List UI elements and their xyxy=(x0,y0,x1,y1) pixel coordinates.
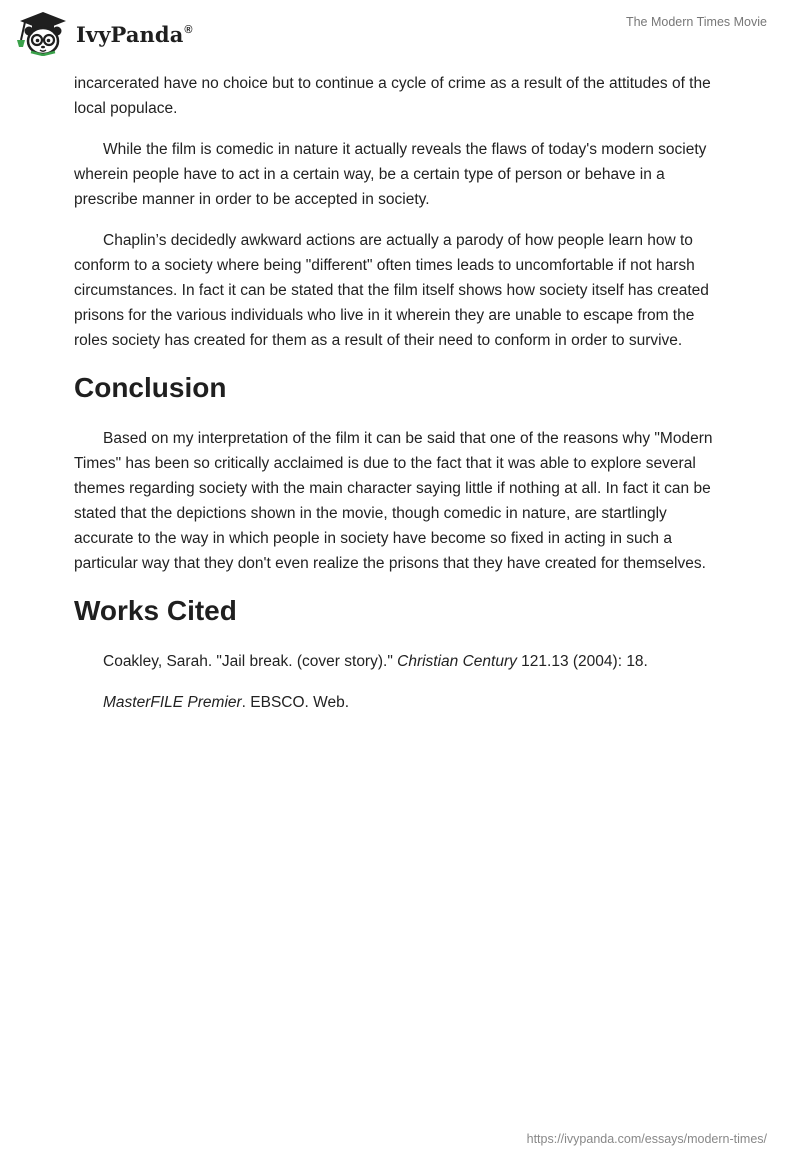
conclusion-heading: Conclusion xyxy=(74,372,227,403)
logo-wordmark: IvyPanda® xyxy=(76,21,193,47)
citation-database-rest: . EBSCO. Web. xyxy=(241,694,350,711)
registered-mark: ® xyxy=(184,23,193,36)
page-header xyxy=(0,0,800,66)
paragraph-flaws-of-society: While the film is comedic in nature it actually reveals the flaws of today's modern society wherein people have to act in a certain way, be a certain type of person or behave in a prescribe manner in order to be accepted in society. xyxy=(74,141,707,208)
panda-graduate-icon xyxy=(14,10,72,56)
citation-database: MasterFILE Premier xyxy=(103,694,242,711)
citation-author-title: Coakley, Sarah. "Jail break. (cover story)." xyxy=(103,653,398,670)
paragraph-continued: incarcerated have no choice but to continue a cycle of crime as a result of the attitudes of the local populace. xyxy=(74,75,711,117)
document-title: The Modern Times Movie xyxy=(625,15,767,29)
paragraph-conclusion: Based on my interpretation of the film it can be said that one of the reasons why "Modern Times" has been so critically acclaimed is due to the fact that it was able to explore several themes regarding society with the main character saying little if nothing at all. In fact it can be stated that the depictions shown in the movie, though comedic in nature, are startlingly accurate to the way in which people in society have become so fixed in acting in such a particular way that they don't even realize the prisons that they have created for themselves. xyxy=(74,430,713,572)
essay-content xyxy=(74,71,724,731)
citation-journal: Christian Century xyxy=(397,653,517,670)
citation-entry-line-1 xyxy=(103,649,724,674)
ivypanda-logo[interactable] xyxy=(14,10,193,56)
footer-source-url[interactable]: https://ivypanda.com/essays/modern-times/ xyxy=(526,1132,767,1146)
paragraph-chaplin-parody: Chaplin’s decidedly awkward actions are actually a parody of how people learn how to conform to a society where being "different" often times leads to uncomfortable if not harsh circumstances. In fact it can be stated that the film itself shows how society itself has created prisons for the various individuals who live in it wherein they are unable to escape from the roles society has created for them as a result of their need to conform in order to survive. xyxy=(74,232,709,349)
works-cited-heading: Works Cited xyxy=(74,595,237,626)
citation-details: 121.13 (2004): 18. xyxy=(516,653,648,670)
citation-entry-line-2 xyxy=(103,690,724,715)
